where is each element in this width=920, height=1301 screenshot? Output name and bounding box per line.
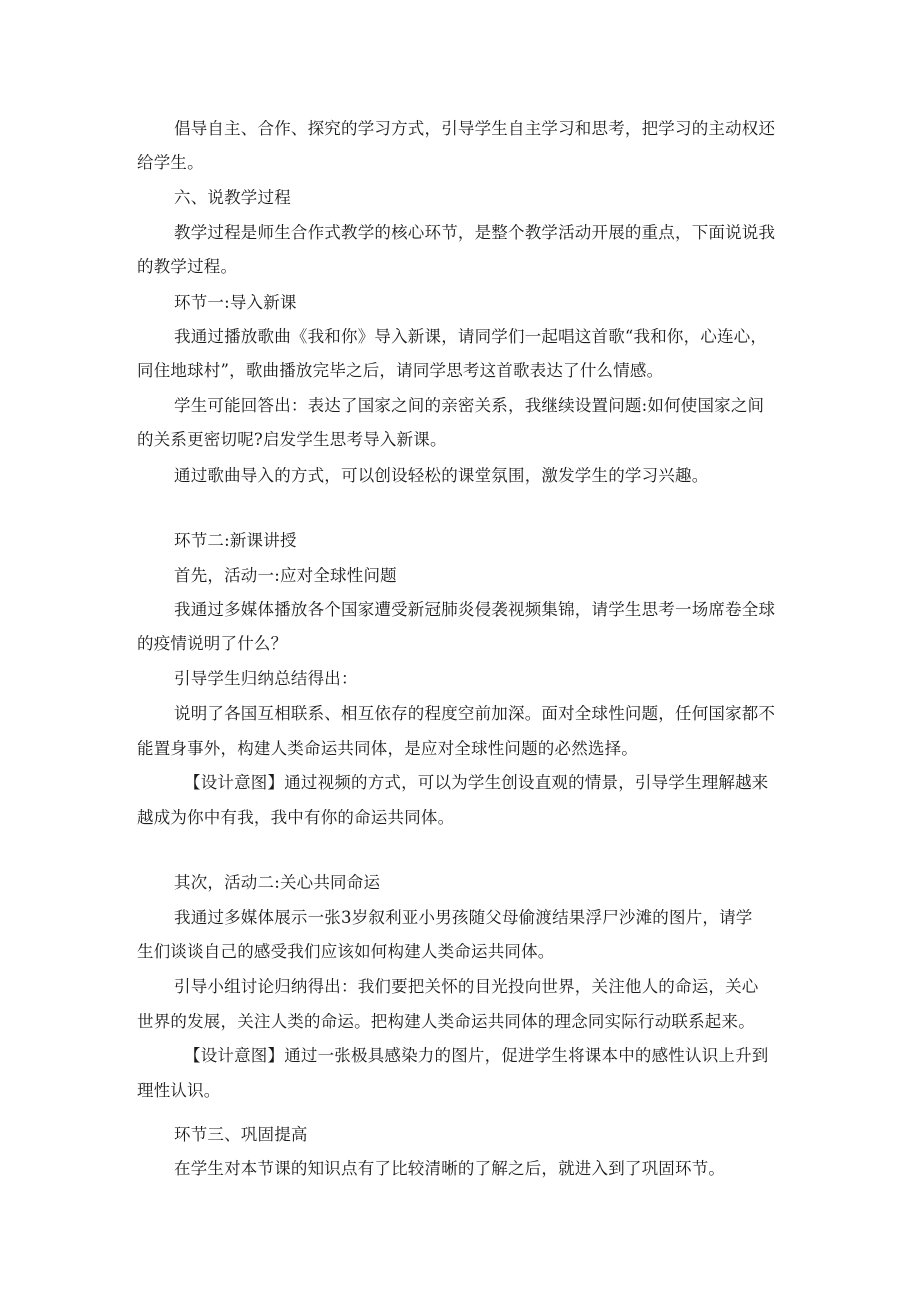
paragraph-line: 在学生对本节课的知识点有了比较清晰的了解之后，就进入到了巩固环节。 bbox=[174, 1159, 726, 1178]
paragraph-line: 的疫情说明了什么？ bbox=[137, 634, 288, 653]
paragraph-line: 引导学生归纳总结得出： bbox=[174, 669, 358, 688]
paragraph-line: 同住地球村”，歌曲播放完毕之后，请同学思考这首歌表达了什么情感。 bbox=[137, 361, 664, 380]
paragraph-line: 的关系更密切呢?启发学生思考导入新课。 bbox=[137, 430, 447, 449]
paragraph-line: 世界的发展，关注人类的命运。把构建人类命运共同体的理念同实际行动联系起来。 bbox=[137, 1012, 755, 1031]
subsection-heading: 环节一:导入新课 bbox=[174, 293, 297, 312]
paragraph-line: 引导小组讨论归纳得出：我们要把关怀的目光投向世界，关注他人的命运，关心 bbox=[174, 977, 759, 996]
subsection-heading: 环节二:新课讲授 bbox=[174, 531, 297, 550]
paragraph-line: 学生可能回答出：表达了国家之间的亲密关系，我继续设置问题:如何使国家之间 bbox=[174, 396, 765, 415]
design-intent-line: 越成为你中有我，我中有你的命运共同体。 bbox=[137, 808, 455, 827]
design-intent-line: 【设计意图】通过视频的方式，可以为学生创设直观的情景，引导学生理解越来 bbox=[184, 773, 769, 792]
activity-heading: 其次，活动二:关心共同命运 bbox=[174, 873, 381, 892]
paragraph-line: 给学生。 bbox=[137, 153, 204, 172]
activity-heading: 首先，活动一:应对全球性问题 bbox=[174, 566, 397, 585]
paragraph-line: 说明了各国互相联系、相互依存的程度空前加深。面对全球性问题，任何国家都不 bbox=[174, 704, 776, 723]
subsection-heading: 环节三、巩固提高 bbox=[174, 1125, 308, 1144]
section-heading: 六、说教学过程 bbox=[174, 188, 291, 207]
paragraph-line: 我通过多媒体播放各个国家遭受新冠肺炎侵袭视频集锦，请学生思考一场席卷全球 bbox=[174, 600, 776, 619]
paragraph-line: 的教学过程。 bbox=[137, 257, 238, 276]
paragraph-line: 能置身事外，构建人类命运共同体，是应对全球性问题的必然选择。 bbox=[137, 739, 638, 758]
paragraph-line: 教学过程是师生合作式教学的核心环节，是整个教学活动开展的重点，下面说说我 bbox=[174, 223, 776, 242]
paragraph-line: 通过歌曲导入的方式，可以创设轻松的课堂氛围，激发学生的学习兴趣。 bbox=[174, 466, 709, 485]
paragraph-line: 我通过播放歌曲《我和你》导入新课，请同学们一起唱这首歌“我和你，心连心， bbox=[174, 327, 768, 346]
design-intent-line: 理性认识。 bbox=[137, 1081, 221, 1100]
paragraph-line: 倡导自主、合作、探究的学习方式，引导学生自主学习和思考，把学习的主动权还 bbox=[174, 119, 776, 138]
paragraph-line: 生们谈谈自己的感受我们应该如何构建人类命运共同体。 bbox=[137, 942, 555, 961]
design-intent-line: 【设计意图】通过一张极具感染力的图片，促进学生将课本中的感性认识上升到 bbox=[184, 1046, 769, 1065]
paragraph-line: 我通过多媒体展示一张3岁叙利亚小男孩随父母偷渡结果浮尸沙滩的图片，请学 bbox=[174, 908, 753, 927]
